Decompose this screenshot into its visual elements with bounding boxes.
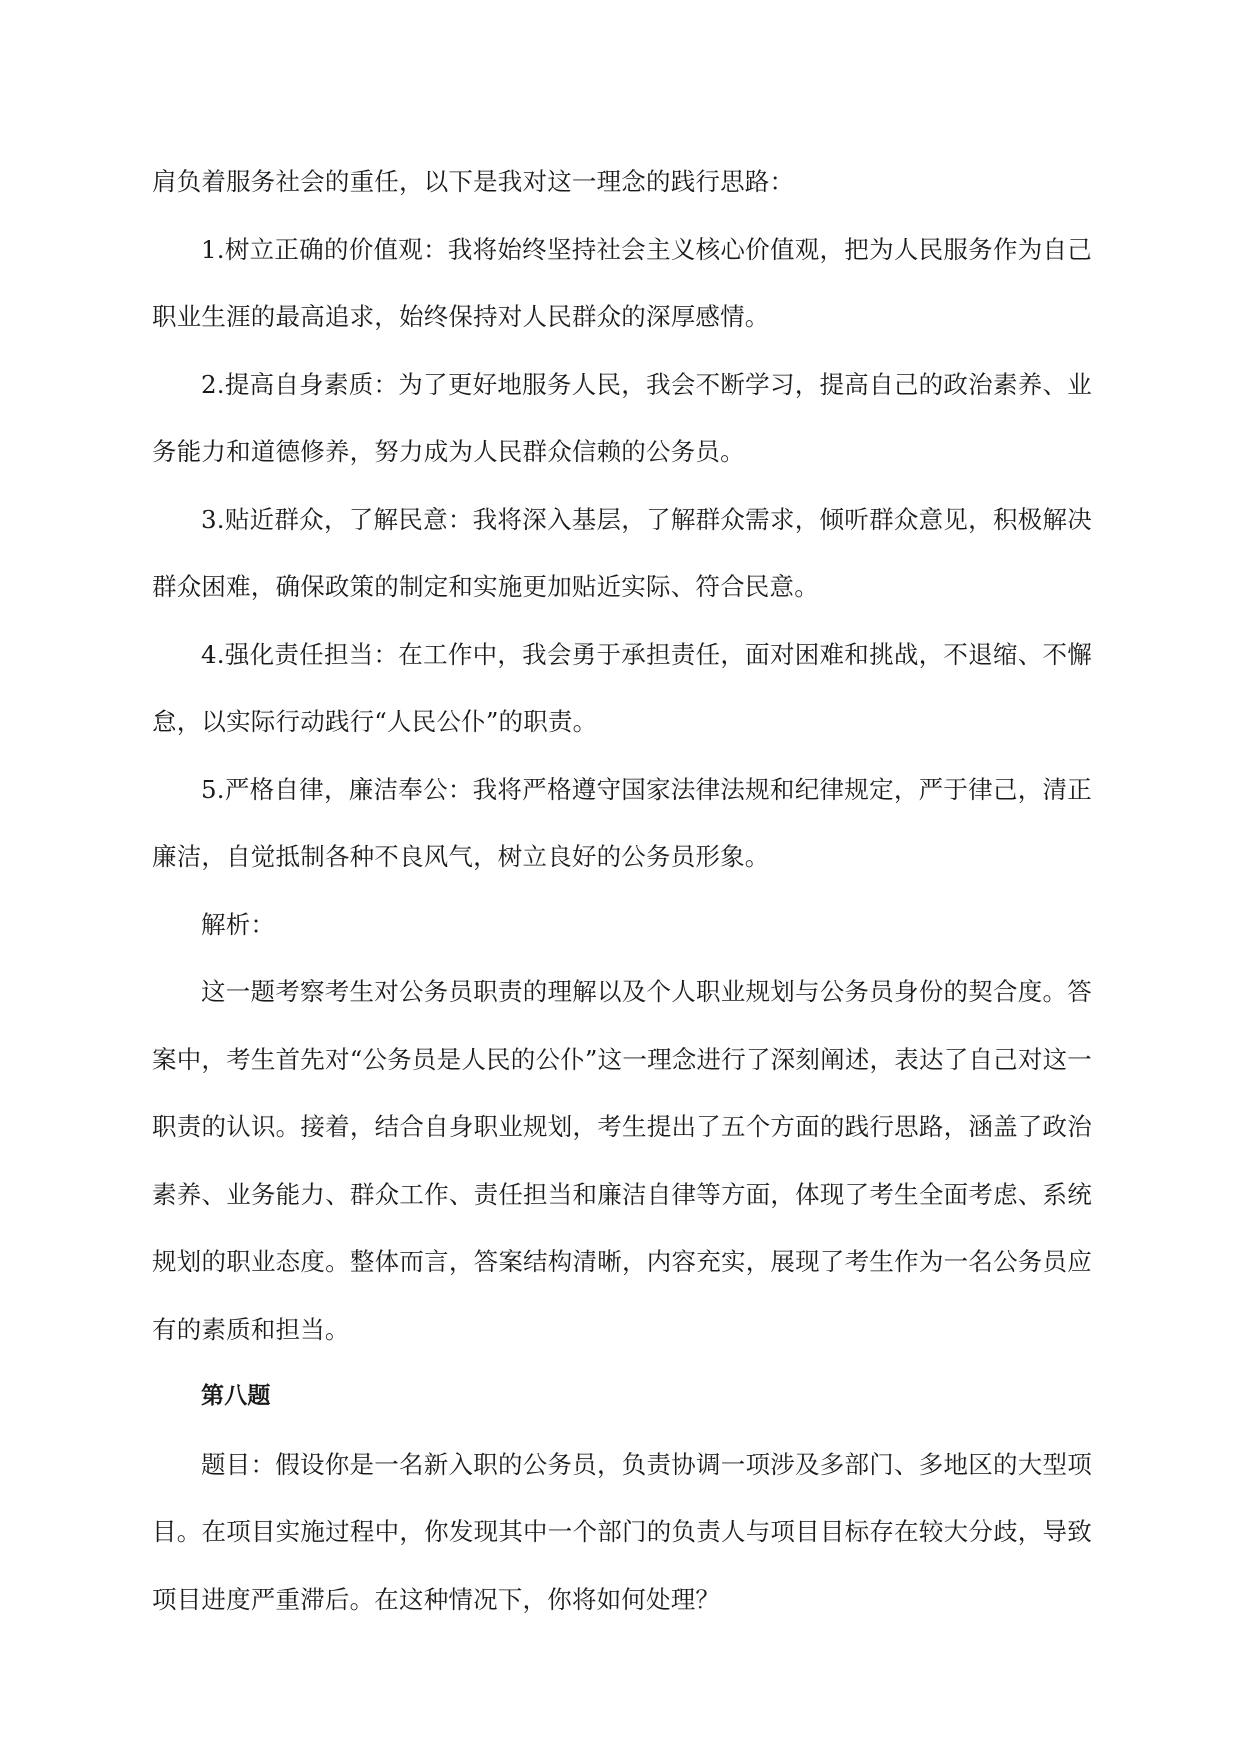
question-heading: 第八题: [201, 1383, 271, 1409]
analysis-paragraph: 这一题考察考生对公务员职责的理解以及个人职业规划与公务员身份的契合度。答案中，考生首先对“公务员是人民的公仆”这一理念进行了深刻阐述，表达了自己对这一职责的认识。接着，结合自身职业规划，考生提出了五个方面的践行思路，涵盖了政治素养、业务能力、群众工作、责任担当和廉洁自律等方面，体现了考生全面考虑、系统规划的职业态度。整体而言，答案结构清晰，内容充实，展现了考生作为一名公务员应有的素质和担当。: [152, 977, 1092, 1344]
point-3: 3.贴近群众，了解民意：我将深入基层，了解群众需求，倾听群众意见，积极解决群众困难，确保政策的制定和实施更加贴近实际、符合民意。: [152, 504, 1092, 601]
intro-paragraph: 肩负着服务社会的重任，以下是我对这一理念的践行思路：: [152, 167, 795, 196]
point-4: 4.强化责任担当：在工作中，我会勇于承担责任，面对困难和挑战，不退缩、不懈怠，以实际行动践行“人民公仆”的职责。: [152, 639, 1092, 736]
point-2: 2.提高自身素质：为了更好地服务人民，我会不断学习，提高自己的政治素养、业务能力和道德修养，努力成为人民群众信赖的公务员。: [152, 369, 1092, 466]
question-paragraph: 题目：假设你是一名新入职的公务员，负责协调一项涉及多部门、多地区的大型项目。在项目实施过程中，你发现其中一个部门的负责人与项目目标存在较大分歧，导致项目进度严重滞后。在这种情况下，你将如何处理？: [152, 1449, 1092, 1614]
analysis-label: 解析：: [201, 909, 276, 939]
point-5: 5.严格自律，廉洁奉公：我将严格遵守国家法律法规和纪律规定，严于律己，清正廉洁，自觉抵制各种不良风气，树立良好的公务员形象。: [152, 774, 1092, 871]
point-1: 1.树立正确的价值观：我将始终坚持社会主义核心价值观，把为人民服务作为自己职业生涯的最高追求，始终保持对人民群众的深厚感情。: [152, 234, 1092, 331]
document-page: [152, 148, 1092, 1633]
